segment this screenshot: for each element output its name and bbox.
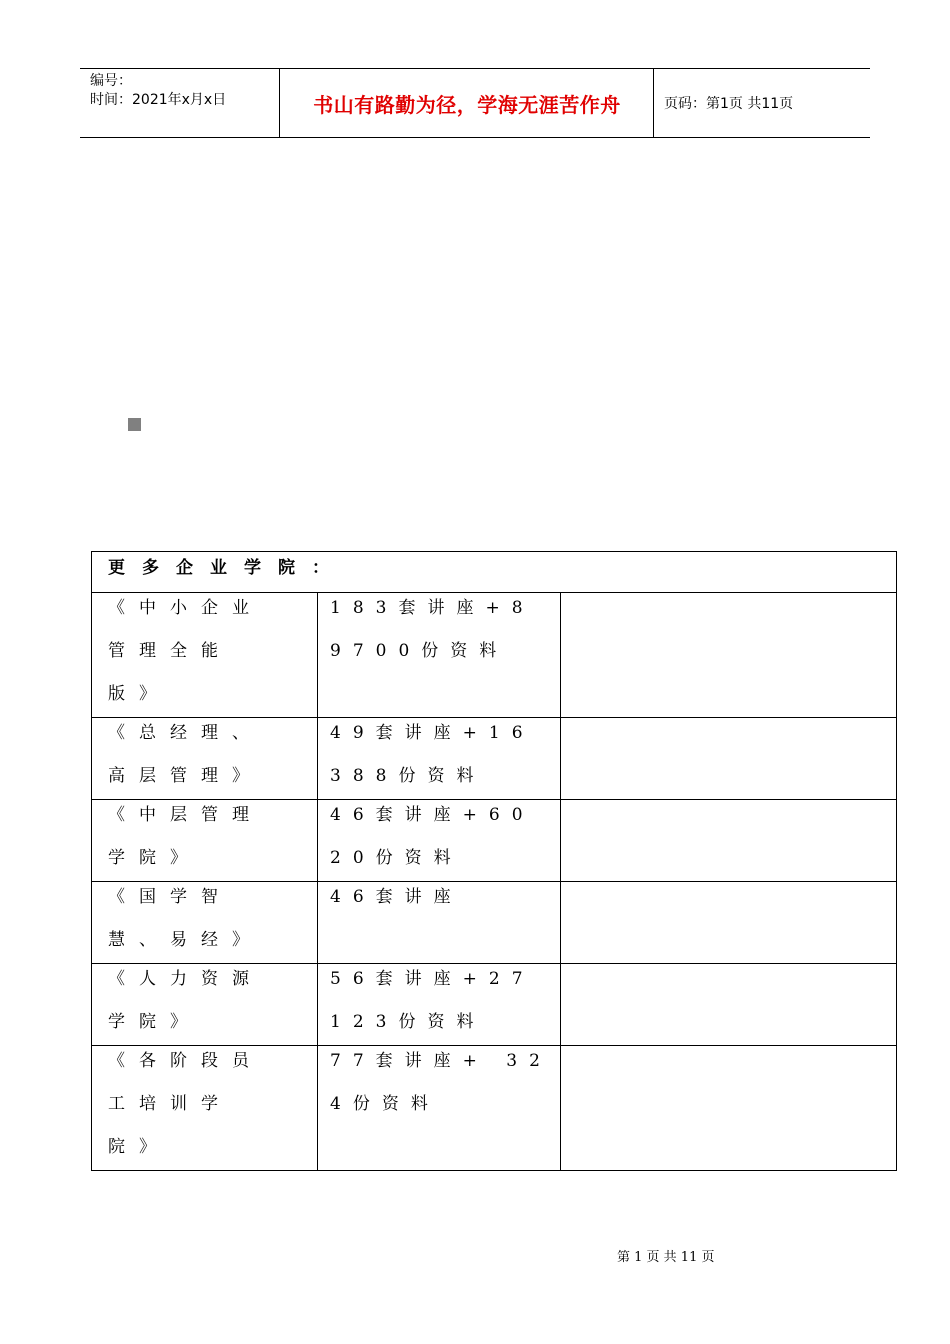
academy-desc: 77套讲座+ 324份资料 [330, 1051, 552, 1114]
academy-name: 《中小企业管理全能版》 [108, 598, 263, 704]
academy-extra [561, 1046, 897, 1171]
academy-desc: 46套讲座 [330, 887, 463, 907]
time-label: 时间：2021年x月x日 [90, 92, 227, 108]
footer-page-number: 第 1 页 共 11 页 [617, 1250, 715, 1265]
header-meta [80, 69, 280, 137]
square-bullet-icon [128, 418, 141, 431]
academy-desc: 183套讲座+89700份资料 [330, 598, 535, 661]
header-page-info: 页码：第1页 共11页 [664, 96, 794, 112]
academy-extra [561, 593, 897, 718]
academy-desc: 49套讲座+16388份资料 [330, 723, 535, 786]
academy-extra [561, 964, 897, 1046]
academy-extra [561, 882, 897, 964]
academy-name: 《总经理、高层管理》 [108, 723, 263, 786]
doc-number-label: 编号： [90, 73, 132, 89]
table-title: 更多企业学院： [92, 552, 897, 593]
academy-name: 《人力资源学院》 [108, 969, 263, 1032]
academy-name: 《国学智慧、易经》 [108, 887, 263, 950]
academy-table [91, 551, 897, 1171]
academy-desc: 56套讲座+27123份资料 [330, 969, 535, 1032]
academy-name: 《中层管理学院》 [108, 805, 263, 868]
academy-extra [561, 718, 897, 800]
academy-name: 《各阶段员工培训学院》 [108, 1051, 263, 1157]
academy-desc: 46套讲座+6020份资料 [330, 805, 535, 868]
academy-extra [561, 800, 897, 882]
page-header [80, 68, 870, 138]
header-motto: 书山有路勤为径，学海无涯苦作舟 [281, 69, 654, 137]
